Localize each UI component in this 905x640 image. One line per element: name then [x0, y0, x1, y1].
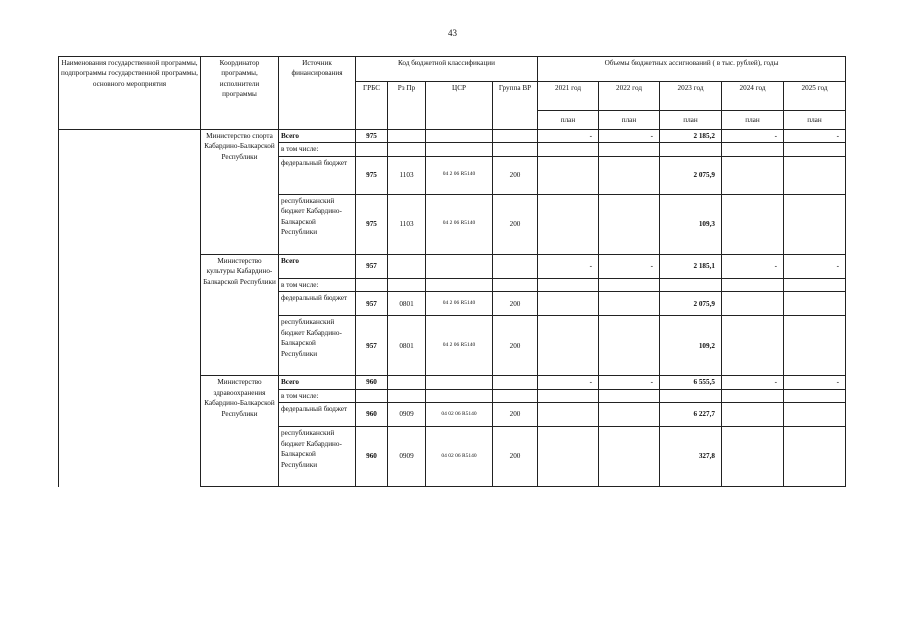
- csr-value: 04 02 06 R5140: [426, 427, 493, 487]
- empty-cell: [784, 194, 846, 254]
- grbs-value: 957: [356, 292, 388, 316]
- empty-cell: [388, 376, 426, 389]
- empty-cell: [493, 254, 538, 278]
- header-year-2022: 2022 год: [599, 82, 660, 111]
- empty-cell: [388, 254, 426, 278]
- empty-cell: [426, 389, 493, 402]
- empty-cell: [538, 389, 599, 402]
- total-2021: -: [538, 130, 599, 143]
- empty-cell: [660, 278, 722, 291]
- total-2023: 2 185,1: [660, 254, 722, 278]
- empty-cell: [599, 403, 660, 427]
- csr-value: 04 2 06 R5140: [426, 194, 493, 254]
- total-2024: -: [722, 376, 784, 389]
- empty-cell: [784, 278, 846, 291]
- vr-value: 200: [493, 427, 538, 487]
- executor-health: Министерство здравоохранения Кабардино-Балкарской Республики: [201, 376, 279, 487]
- total-2021: -: [538, 376, 599, 389]
- header-volumes: Объемы бюджетных ассигнований ( в тыс. рублей), годы: [538, 57, 846, 82]
- rzpr-value: 1103: [388, 156, 426, 194]
- total-label: Всего: [279, 376, 356, 389]
- empty-cell: [722, 403, 784, 427]
- csr-value: 04 2 06 R5140: [426, 156, 493, 194]
- total-2022: -: [599, 130, 660, 143]
- total-2022: -: [599, 376, 660, 389]
- empty-cell: [722, 427, 784, 487]
- total-2024: -: [722, 254, 784, 278]
- total-2025: -: [784, 376, 846, 389]
- csr-value: 04 2 06 R5140: [426, 316, 493, 376]
- source-federal: федеральный бюджет: [279, 403, 356, 427]
- amount-2023: 109,2: [660, 316, 722, 376]
- incl-label: в том числе:: [279, 278, 356, 291]
- incl-label: в том числе:: [279, 389, 356, 402]
- empty-cell: [493, 143, 538, 156]
- empty-cell: [784, 292, 846, 316]
- header-plan: план: [660, 111, 722, 130]
- header-coordinator: Координатор программы, исполнители программы: [201, 57, 279, 130]
- empty-cell: [426, 130, 493, 143]
- empty-cell: [493, 278, 538, 291]
- grbs-value: 975: [356, 194, 388, 254]
- executor-culture: Министерство культуры Кабардино-Балкарской Республики: [201, 254, 279, 375]
- amount-2023: 6 227,7: [660, 403, 722, 427]
- header-budget-code: Код бюджетной классификации: [356, 57, 538, 82]
- empty-cell: [599, 292, 660, 316]
- total-grbs: 957: [356, 254, 388, 278]
- total-2021: -: [538, 254, 599, 278]
- incl-label: в том числе:: [279, 143, 356, 156]
- empty-cell: [538, 194, 599, 254]
- rzpr-value: 0801: [388, 292, 426, 316]
- grbs-value: 960: [356, 427, 388, 487]
- empty-cell: [356, 278, 388, 291]
- total-grbs: 960: [356, 376, 388, 389]
- source-republican: республиканский бюджет Кабардино-Балкарской Республики: [279, 194, 356, 254]
- header-plan: план: [784, 111, 846, 130]
- empty-cell: [388, 130, 426, 143]
- total-2023: 6 555,5: [660, 376, 722, 389]
- empty-cell: [660, 143, 722, 156]
- empty-cell: [722, 389, 784, 402]
- empty-cell: [722, 194, 784, 254]
- amount-2023: 2 075,9: [660, 156, 722, 194]
- csr-value: 04 2 06 R5140: [426, 292, 493, 316]
- vr-value: 200: [493, 292, 538, 316]
- header-grbs: ГРБС: [356, 82, 388, 130]
- header-vr: Группа ВР: [493, 82, 538, 130]
- csr-value: 04 02 06 R5140: [426, 403, 493, 427]
- empty-cell: [538, 403, 599, 427]
- header-year-2021: 2021 год: [538, 82, 599, 111]
- empty-cell: [722, 278, 784, 291]
- total-2023: 2 185,2: [660, 130, 722, 143]
- empty-cell: [388, 278, 426, 291]
- page-number: 43: [448, 28, 457, 38]
- total-2025: -: [784, 130, 846, 143]
- empty-cell: [784, 403, 846, 427]
- total-2025: -: [784, 254, 846, 278]
- empty-cell: [599, 156, 660, 194]
- rzpr-value: 1103: [388, 194, 426, 254]
- total-grbs: 975: [356, 130, 388, 143]
- empty-cell: [426, 278, 493, 291]
- empty-cell: [426, 143, 493, 156]
- empty-cell: [538, 156, 599, 194]
- grbs-value: 975: [356, 156, 388, 194]
- header-year-2023: 2023 год: [660, 82, 722, 111]
- vr-value: 200: [493, 156, 538, 194]
- grbs-value: 960: [356, 403, 388, 427]
- header-csr: ЦСР: [426, 82, 493, 130]
- amount-2023: 2 075,9: [660, 292, 722, 316]
- empty-cell: [538, 278, 599, 291]
- amount-2023: 327,8: [660, 427, 722, 487]
- empty-cell: [784, 143, 846, 156]
- empty-cell: [784, 389, 846, 402]
- empty-cell: [784, 156, 846, 194]
- vr-value: 200: [493, 316, 538, 376]
- empty-cell: [426, 254, 493, 278]
- empty-cell: [599, 278, 660, 291]
- total-2022: -: [599, 254, 660, 278]
- empty-cell: [784, 427, 846, 487]
- empty-cell: [599, 427, 660, 487]
- empty-cell: [538, 316, 599, 376]
- empty-cell: [388, 389, 426, 402]
- empty-cell: [356, 389, 388, 402]
- total-label: Всего: [279, 254, 356, 278]
- empty-cell: [722, 143, 784, 156]
- empty-cell: [426, 376, 493, 389]
- source-republican: республиканский бюджет Кабардино-Балкарской Республики: [279, 316, 356, 376]
- empty-cell: [722, 156, 784, 194]
- header-plan: план: [538, 111, 599, 130]
- header-source: Источник финансирования: [279, 57, 356, 130]
- empty-cell: [599, 143, 660, 156]
- source-federal: федеральный бюджет: [279, 292, 356, 316]
- total-2024: -: [722, 130, 784, 143]
- header-program-name: Наименования государственной программы, подпрограммы государственной программы, основного мероприятия: [59, 57, 201, 130]
- rzpr-value: 0909: [388, 403, 426, 427]
- source-republican: республиканский бюджет Кабардино-Балкарской Республики: [279, 427, 356, 487]
- empty-cell: [660, 389, 722, 402]
- empty-cell: [538, 143, 599, 156]
- empty-cell: [493, 389, 538, 402]
- header-plan: план: [722, 111, 784, 130]
- total-label: Всего: [279, 130, 356, 143]
- program-name-cell: [59, 130, 201, 487]
- empty-cell: [538, 427, 599, 487]
- empty-cell: [356, 143, 388, 156]
- amount-2023: 109,3: [660, 194, 722, 254]
- empty-cell: [538, 292, 599, 316]
- header-year-2024: 2024 год: [722, 82, 784, 111]
- empty-cell: [722, 316, 784, 376]
- header-plan: план: [599, 111, 660, 130]
- rzpr-value: 0909: [388, 427, 426, 487]
- rzpr-value: 0801: [388, 316, 426, 376]
- header-year-2025: 2025 год: [784, 82, 846, 111]
- budget-table: [58, 56, 846, 487]
- empty-cell: [599, 389, 660, 402]
- vr-value: 200: [493, 194, 538, 254]
- header-rzpr: Рз Пр: [388, 82, 426, 130]
- source-federal: федеральный бюджет: [279, 156, 356, 194]
- empty-cell: [599, 194, 660, 254]
- empty-cell: [722, 292, 784, 316]
- empty-cell: [493, 376, 538, 389]
- empty-cell: [599, 316, 660, 376]
- empty-cell: [493, 130, 538, 143]
- grbs-value: 957: [356, 316, 388, 376]
- empty-cell: [784, 316, 846, 376]
- executor-sport: Министерство спорта Кабардино-Балкарской Республики: [201, 130, 279, 255]
- vr-value: 200: [493, 403, 538, 427]
- empty-cell: [388, 143, 426, 156]
